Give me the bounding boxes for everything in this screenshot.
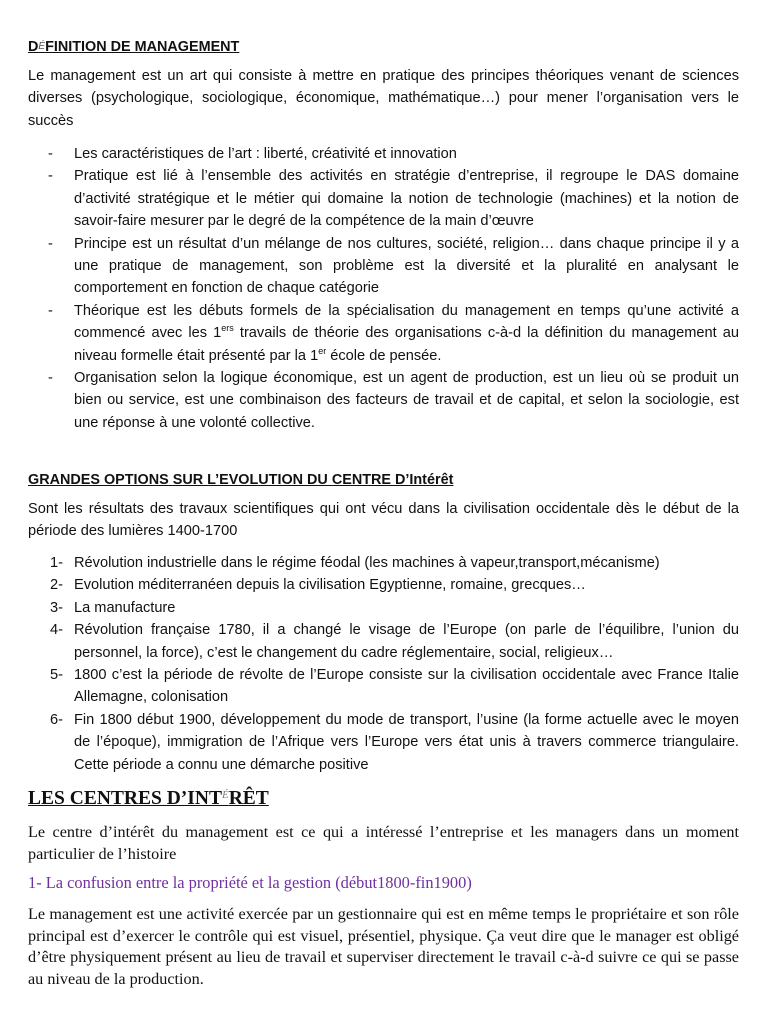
bullet-item: - Organisation selon la logique économique, est un agent de production, est un lieu où se produit un bien ou service, est une combinaison des facteurs de travail et de capital, et selon la sociologie, est une réponse à une volonté collective. — [48, 370, 739, 431]
evolution-numbered-list — [28, 552, 739, 776]
confusion-subheading: 1- La confusion entre la propriété et la gestion (début1800-fin1900) — [28, 873, 472, 892]
numbered-item: 1- Révolution industrielle dans le régime féodal (les machines à vapeur,transport,mécanisme) — [50, 555, 660, 571]
numbered-item: 5- 1800 c’est la période de révolte de l’Europe consiste sur la civilisation occidentale avec France Italie Allemagne, colonisation — [50, 667, 739, 706]
numbered-item: 3- La manufacture — [50, 599, 176, 616]
numbered-item: 4- Révolution française 1780, il a changé le visage de l’Europe (on parle de l’équilibre, l’union du personnel, la force), c’est le changement du cadre réglementaire, social, religieux… — [50, 622, 739, 661]
centres-heading: LES CENTRES $D’INT^ÉRÊT$ — [28, 788, 269, 809]
definition-bullet-list — [28, 143, 739, 434]
evolution-heading: GRANDES OPTIONS SUR L’EVOLUTION DU CENTRE D’Intérêt — [28, 472, 454, 488]
heading-rest: FINITION DE MANAGEMENT — [45, 39, 240, 55]
confusion-paragraph: Le management est une activité exercée par un gestionnaire qui est en même temps le propriétaire et son rôle principal est d’exercer le contrôle qui est visuel, présentiel, physique. Ça veut dire que le manager est obligé d’être physiquement présent au lieu de travail et superviser directement le travail c-à-d suivre ce qui se passe au niveau de la production. — [28, 905, 739, 988]
bullet-item: - Principe est un résultat d’un mélange de nos cultures, société, religion… dans chaque principe il y a une pratique de management, son problème est la diversité et la pluralité en analysant le comportement en fonction de chaque catégorie — [48, 235, 739, 297]
heading-accent: É — [38, 41, 46, 52]
heading-initial: D — [28, 39, 39, 55]
centres-paragraph: Le centre d’intérêt du management est ce qui a intéressé l’entreprise et les managers dans un moment particulier de l’histoire — [28, 823, 739, 863]
definition-paragraph: Le management est un art qui consiste à mettre en pratique des principes théoriques venant de sciences diverses (psychologique, sociologique, économique, mathématique…) pour mener l’organisation vers le succès — [28, 68, 739, 129]
bullet-item: - Pratique est lié à l’ensemble des activités en stratégie d’entreprise, il regroupe le DAS domaine d’activité stratégique et le métier qui domaine la notion de technologie (machines) et la notion de savoir-faire mesurer par le degré de la compétence de la main d’œuvre — [48, 168, 739, 230]
definition-heading — [28, 36, 239, 58]
bullet-item: - Théorique est les débuts formels de la spécialisation du management en temps qu’une activité a commencé avec les 1ers travails de théorie des organisations c-à-d la définition du management au niveau formelle était présenté par la 1er école de pensée. — [48, 302, 739, 364]
evolution-paragraph: Sont les résultats des travaux scientifiques qui ont vécu dans la civilisation occidentale dès le début de la période des lumières 1400-1700 — [28, 501, 739, 540]
bullet-item: - Les caractéristiques de l’art : liberté, créativité et innovation — [48, 146, 457, 162]
numbered-item: 6- Fin 1800 début 1900, développement du mode de transport, l’usine (la forme actuelle avec le moyen de l’époque), immigration de l’Afrique vers l’Europe vers état unis à travers commerce triangulaire. Cette période a connu une démarche positive — [50, 711, 739, 773]
numbered-item: 2- Evolution méditerranéen depuis la civilisation Egyptienne, romaine, grecques… — [50, 577, 586, 594]
